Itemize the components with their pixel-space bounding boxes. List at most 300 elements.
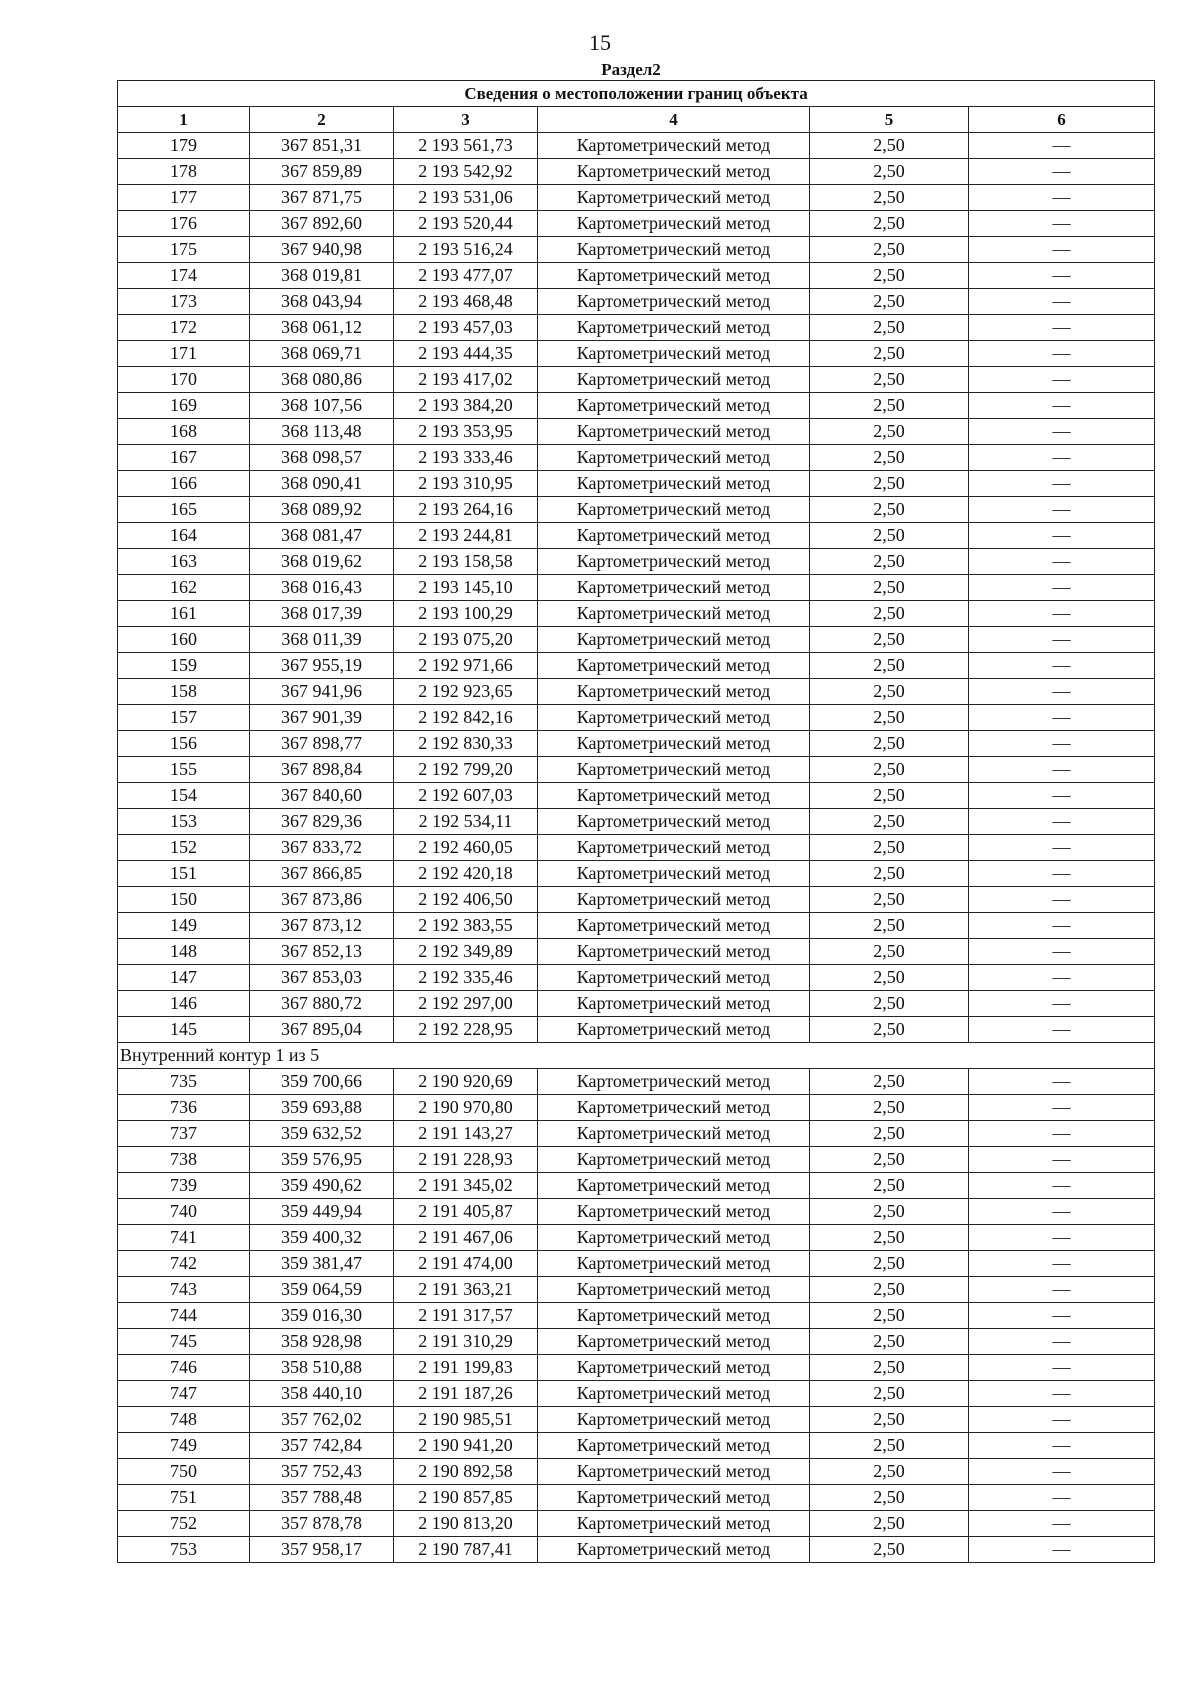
point-number-cell: 157 bbox=[118, 705, 250, 731]
y-coordinate-cell: 2 193 477,07 bbox=[394, 263, 538, 289]
accuracy-cell: 2,50 bbox=[810, 1355, 969, 1381]
accuracy-cell: 2,50 bbox=[810, 627, 969, 653]
description-cell: — bbox=[969, 1069, 1155, 1095]
table-row bbox=[118, 1329, 1155, 1355]
table-row bbox=[118, 1199, 1155, 1225]
x-coordinate-cell: 367 898,77 bbox=[250, 731, 394, 757]
table-row bbox=[118, 497, 1155, 523]
accuracy-cell: 2,50 bbox=[810, 1277, 969, 1303]
description-cell: — bbox=[969, 263, 1155, 289]
accuracy-cell: 2,50 bbox=[810, 1329, 969, 1355]
description-cell: — bbox=[969, 367, 1155, 393]
point-number-cell: 152 bbox=[118, 835, 250, 861]
point-number-cell: 147 bbox=[118, 965, 250, 991]
x-coordinate-cell: 367 833,72 bbox=[250, 835, 394, 861]
y-coordinate-cell: 2 193 100,29 bbox=[394, 601, 538, 627]
table-row bbox=[118, 1485, 1155, 1511]
method-cell: Картометрический метод bbox=[538, 497, 810, 523]
x-coordinate-cell: 368 107,56 bbox=[250, 393, 394, 419]
accuracy-cell: 2,50 bbox=[810, 939, 969, 965]
accuracy-cell: 2,50 bbox=[810, 991, 969, 1017]
description-cell: — bbox=[969, 185, 1155, 211]
method-cell: Картометрический метод bbox=[538, 575, 810, 601]
point-number-cell: 749 bbox=[118, 1433, 250, 1459]
description-cell: — bbox=[969, 341, 1155, 367]
description-cell: — bbox=[969, 1459, 1155, 1485]
accuracy-cell: 2,50 bbox=[810, 211, 969, 237]
table-row bbox=[118, 315, 1155, 341]
method-cell: Картометрический метод bbox=[538, 341, 810, 367]
y-coordinate-cell: 2 191 405,87 bbox=[394, 1199, 538, 1225]
y-coordinate-cell: 2 192 534,11 bbox=[394, 809, 538, 835]
method-cell: Картометрический метод bbox=[538, 1485, 810, 1511]
table-row bbox=[118, 1121, 1155, 1147]
table-row bbox=[118, 575, 1155, 601]
description-cell: — bbox=[969, 1355, 1155, 1381]
point-number-cell: 154 bbox=[118, 783, 250, 809]
method-cell: Картометрический метод bbox=[538, 653, 810, 679]
y-coordinate-cell: 2 191 363,21 bbox=[394, 1277, 538, 1303]
method-cell: Картометрический метод bbox=[538, 887, 810, 913]
point-number-cell: 738 bbox=[118, 1147, 250, 1173]
point-number-cell: 150 bbox=[118, 887, 250, 913]
point-number-cell: 160 bbox=[118, 627, 250, 653]
table-row bbox=[118, 809, 1155, 835]
description-cell: — bbox=[969, 991, 1155, 1017]
x-coordinate-cell: 368 098,57 bbox=[250, 445, 394, 471]
x-coordinate-cell: 367 895,04 bbox=[250, 1017, 394, 1043]
method-cell: Картометрический метод bbox=[538, 1433, 810, 1459]
point-number-cell: 169 bbox=[118, 393, 250, 419]
description-cell: — bbox=[969, 887, 1155, 913]
table-row bbox=[118, 679, 1155, 705]
description-cell: — bbox=[969, 913, 1155, 939]
point-number-cell: 735 bbox=[118, 1069, 250, 1095]
y-coordinate-cell: 2 192 297,00 bbox=[394, 991, 538, 1017]
method-cell: Картометрический метод bbox=[538, 1199, 810, 1225]
description-cell: — bbox=[969, 679, 1155, 705]
x-coordinate-cell: 358 928,98 bbox=[250, 1329, 394, 1355]
x-coordinate-cell: 368 043,94 bbox=[250, 289, 394, 315]
point-number-cell: 171 bbox=[118, 341, 250, 367]
method-cell: Картометрический метод bbox=[538, 861, 810, 887]
y-coordinate-cell: 2 193 353,95 bbox=[394, 419, 538, 445]
accuracy-cell: 2,50 bbox=[810, 367, 969, 393]
table-row bbox=[118, 601, 1155, 627]
accuracy-cell: 2,50 bbox=[810, 1121, 969, 1147]
x-coordinate-cell: 359 016,30 bbox=[250, 1303, 394, 1329]
point-number-cell: 173 bbox=[118, 289, 250, 315]
method-cell: Картометрический метод bbox=[538, 1355, 810, 1381]
y-coordinate-cell: 2 192 830,33 bbox=[394, 731, 538, 757]
x-coordinate-cell: 359 576,95 bbox=[250, 1147, 394, 1173]
accuracy-cell: 2,50 bbox=[810, 237, 969, 263]
point-number-cell: 179 bbox=[118, 133, 250, 159]
description-cell: — bbox=[969, 289, 1155, 315]
accuracy-cell: 2,50 bbox=[810, 159, 969, 185]
y-coordinate-cell: 2 193 333,46 bbox=[394, 445, 538, 471]
column-header: 3 bbox=[394, 107, 538, 133]
table-body bbox=[118, 133, 1155, 1563]
x-coordinate-cell: 368 011,39 bbox=[250, 627, 394, 653]
accuracy-cell: 2,50 bbox=[810, 393, 969, 419]
description-cell: — bbox=[969, 1277, 1155, 1303]
method-cell: Картометрический метод bbox=[538, 1251, 810, 1277]
point-number-cell: 168 bbox=[118, 419, 250, 445]
x-coordinate-cell: 367 866,85 bbox=[250, 861, 394, 887]
y-coordinate-cell: 2 191 143,27 bbox=[394, 1121, 538, 1147]
description-cell: — bbox=[969, 1407, 1155, 1433]
point-number-cell: 175 bbox=[118, 237, 250, 263]
description-cell: — bbox=[969, 237, 1155, 263]
point-number-cell: 753 bbox=[118, 1537, 250, 1563]
table-row bbox=[118, 887, 1155, 913]
table-row bbox=[118, 1355, 1155, 1381]
method-cell: Картометрический метод bbox=[538, 835, 810, 861]
method-cell: Картометрический метод bbox=[538, 783, 810, 809]
accuracy-cell: 2,50 bbox=[810, 1485, 969, 1511]
point-number-cell: 744 bbox=[118, 1303, 250, 1329]
table-row bbox=[118, 1511, 1155, 1537]
accuracy-cell: 2,50 bbox=[810, 1459, 969, 1485]
accuracy-cell: 2,50 bbox=[810, 1069, 969, 1095]
table-row bbox=[118, 341, 1155, 367]
table-row bbox=[118, 1017, 1155, 1043]
description-cell: — bbox=[969, 1329, 1155, 1355]
method-cell: Картометрический метод bbox=[538, 393, 810, 419]
section-label: Раздел2 bbox=[601, 60, 661, 79]
table-row bbox=[118, 1069, 1155, 1095]
table-row bbox=[118, 705, 1155, 731]
x-coordinate-cell: 357 762,02 bbox=[250, 1407, 394, 1433]
point-number-cell: 739 bbox=[118, 1173, 250, 1199]
x-coordinate-cell: 358 440,10 bbox=[250, 1381, 394, 1407]
description-cell: — bbox=[969, 1147, 1155, 1173]
table-row bbox=[118, 237, 1155, 263]
table-row bbox=[118, 1537, 1155, 1563]
accuracy-cell: 2,50 bbox=[810, 913, 969, 939]
description-cell: — bbox=[969, 1511, 1155, 1537]
accuracy-cell: 2,50 bbox=[810, 1095, 969, 1121]
method-cell: Картометрический метод bbox=[538, 1329, 810, 1355]
x-coordinate-cell: 367 873,86 bbox=[250, 887, 394, 913]
y-coordinate-cell: 2 192 460,05 bbox=[394, 835, 538, 861]
method-cell: Картометрический метод bbox=[538, 367, 810, 393]
table-row bbox=[118, 991, 1155, 1017]
description-cell: — bbox=[969, 523, 1155, 549]
description-cell: — bbox=[969, 627, 1155, 653]
method-cell: Картометрический метод bbox=[538, 1303, 810, 1329]
accuracy-cell: 2,50 bbox=[810, 1537, 969, 1563]
x-coordinate-cell: 368 080,86 bbox=[250, 367, 394, 393]
table-row bbox=[118, 653, 1155, 679]
method-cell: Картометрический метод bbox=[538, 1277, 810, 1303]
y-coordinate-cell: 2 193 145,10 bbox=[394, 575, 538, 601]
accuracy-cell: 2,50 bbox=[810, 1407, 969, 1433]
method-cell: Картометрический метод bbox=[538, 263, 810, 289]
x-coordinate-cell: 357 742,84 bbox=[250, 1433, 394, 1459]
description-cell: — bbox=[969, 159, 1155, 185]
y-coordinate-cell: 2 193 516,24 bbox=[394, 237, 538, 263]
method-cell: Картометрический метод bbox=[538, 601, 810, 627]
accuracy-cell: 2,50 bbox=[810, 1199, 969, 1225]
table-row bbox=[118, 185, 1155, 211]
description-cell: — bbox=[969, 1225, 1155, 1251]
description-cell: — bbox=[969, 497, 1155, 523]
accuracy-cell: 2,50 bbox=[810, 1225, 969, 1251]
x-coordinate-cell: 359 381,47 bbox=[250, 1251, 394, 1277]
y-coordinate-cell: 2 193 444,35 bbox=[394, 341, 538, 367]
point-number-cell: 145 bbox=[118, 1017, 250, 1043]
x-coordinate-cell: 367 941,96 bbox=[250, 679, 394, 705]
point-number-cell: 745 bbox=[118, 1329, 250, 1355]
y-coordinate-cell: 2 190 857,85 bbox=[394, 1485, 538, 1511]
point-number-cell: 176 bbox=[118, 211, 250, 237]
table-row bbox=[118, 965, 1155, 991]
point-number-cell: 178 bbox=[118, 159, 250, 185]
description-cell: — bbox=[969, 1173, 1155, 1199]
y-coordinate-cell: 2 191 317,57 bbox=[394, 1303, 538, 1329]
table-row bbox=[118, 471, 1155, 497]
y-coordinate-cell: 2 192 971,66 bbox=[394, 653, 538, 679]
accuracy-cell: 2,50 bbox=[810, 731, 969, 757]
point-number-cell: 162 bbox=[118, 575, 250, 601]
accuracy-cell: 2,50 bbox=[810, 549, 969, 575]
accuracy-cell: 2,50 bbox=[810, 835, 969, 861]
method-cell: Картометрический метод bbox=[538, 445, 810, 471]
page-number: 15 bbox=[589, 30, 611, 55]
y-coordinate-cell: 2 192 228,95 bbox=[394, 1017, 538, 1043]
y-coordinate-cell: 2 193 531,06 bbox=[394, 185, 538, 211]
table-row bbox=[118, 913, 1155, 939]
accuracy-cell: 2,50 bbox=[810, 289, 969, 315]
method-cell: Картометрический метод bbox=[538, 549, 810, 575]
y-coordinate-cell: 2 190 892,58 bbox=[394, 1459, 538, 1485]
x-coordinate-cell: 367 851,31 bbox=[250, 133, 394, 159]
y-coordinate-cell: 2 191 199,83 bbox=[394, 1355, 538, 1381]
column-header: 6 bbox=[969, 107, 1155, 133]
x-coordinate-cell: 368 089,92 bbox=[250, 497, 394, 523]
table-row bbox=[118, 211, 1155, 237]
table-head bbox=[118, 81, 1155, 133]
method-cell: Картометрический метод bbox=[538, 1407, 810, 1433]
accuracy-cell: 2,50 bbox=[810, 341, 969, 367]
description-cell: — bbox=[969, 419, 1155, 445]
column-header: 1 bbox=[118, 107, 250, 133]
y-coordinate-cell: 2 191 228,93 bbox=[394, 1147, 538, 1173]
x-coordinate-cell: 367 852,13 bbox=[250, 939, 394, 965]
point-number-cell: 737 bbox=[118, 1121, 250, 1147]
method-cell: Картометрический метод bbox=[538, 1511, 810, 1537]
column-header-row bbox=[118, 107, 1155, 133]
method-cell: Картометрический метод bbox=[538, 1017, 810, 1043]
y-coordinate-cell: 2 190 970,80 bbox=[394, 1095, 538, 1121]
accuracy-cell: 2,50 bbox=[810, 471, 969, 497]
x-coordinate-cell: 368 069,71 bbox=[250, 341, 394, 367]
table-row bbox=[118, 1277, 1155, 1303]
method-cell: Картометрический метод bbox=[538, 211, 810, 237]
description-cell: — bbox=[969, 315, 1155, 341]
y-coordinate-cell: 2 192 406,50 bbox=[394, 887, 538, 913]
x-coordinate-cell: 368 016,43 bbox=[250, 575, 394, 601]
method-cell: Картометрический метод bbox=[538, 471, 810, 497]
table-row bbox=[118, 939, 1155, 965]
y-coordinate-cell: 2 192 842,16 bbox=[394, 705, 538, 731]
x-coordinate-cell: 367 898,84 bbox=[250, 757, 394, 783]
point-number-cell: 748 bbox=[118, 1407, 250, 1433]
y-coordinate-cell: 2 192 420,18 bbox=[394, 861, 538, 887]
method-cell: Картометрический метод bbox=[538, 289, 810, 315]
point-number-cell: 159 bbox=[118, 653, 250, 679]
point-number-cell: 751 bbox=[118, 1485, 250, 1511]
description-cell: — bbox=[969, 601, 1155, 627]
table-row bbox=[118, 367, 1155, 393]
table-row bbox=[118, 1147, 1155, 1173]
y-coordinate-cell: 2 193 384,20 bbox=[394, 393, 538, 419]
table-row bbox=[118, 159, 1155, 185]
x-coordinate-cell: 357 878,78 bbox=[250, 1511, 394, 1537]
contour-label-row bbox=[118, 1043, 1155, 1069]
point-number-cell: 165 bbox=[118, 497, 250, 523]
x-coordinate-cell: 367 892,60 bbox=[250, 211, 394, 237]
accuracy-cell: 2,50 bbox=[810, 1511, 969, 1537]
y-coordinate-cell: 2 193 561,73 bbox=[394, 133, 538, 159]
accuracy-cell: 2,50 bbox=[810, 185, 969, 211]
point-number-cell: 153 bbox=[118, 809, 250, 835]
method-cell: Картометрический метод bbox=[538, 1537, 810, 1563]
accuracy-cell: 2,50 bbox=[810, 1433, 969, 1459]
method-cell: Картометрический метод bbox=[538, 757, 810, 783]
description-cell: — bbox=[969, 133, 1155, 159]
accuracy-cell: 2,50 bbox=[810, 445, 969, 471]
method-cell: Картометрический метод bbox=[538, 1121, 810, 1147]
x-coordinate-cell: 367 829,36 bbox=[250, 809, 394, 835]
accuracy-cell: 2,50 bbox=[810, 679, 969, 705]
method-cell: Картометрический метод bbox=[538, 679, 810, 705]
y-coordinate-cell: 2 193 244,81 bbox=[394, 523, 538, 549]
point-number-cell: 151 bbox=[118, 861, 250, 887]
accuracy-cell: 2,50 bbox=[810, 1147, 969, 1173]
column-header: 4 bbox=[538, 107, 810, 133]
x-coordinate-cell: 359 700,66 bbox=[250, 1069, 394, 1095]
x-coordinate-cell: 368 019,62 bbox=[250, 549, 394, 575]
accuracy-cell: 2,50 bbox=[810, 133, 969, 159]
x-coordinate-cell: 367 880,72 bbox=[250, 991, 394, 1017]
x-coordinate-cell: 368 090,41 bbox=[250, 471, 394, 497]
y-coordinate-cell: 2 191 345,02 bbox=[394, 1173, 538, 1199]
y-coordinate-cell: 2 192 335,46 bbox=[394, 965, 538, 991]
description-cell: — bbox=[969, 1303, 1155, 1329]
y-coordinate-cell: 2 190 941,20 bbox=[394, 1433, 538, 1459]
accuracy-cell: 2,50 bbox=[810, 419, 969, 445]
table-row bbox=[118, 1433, 1155, 1459]
point-number-cell: 155 bbox=[118, 757, 250, 783]
description-cell: — bbox=[969, 393, 1155, 419]
table-row bbox=[118, 1303, 1155, 1329]
method-cell: Картометрический метод bbox=[538, 133, 810, 159]
point-number-cell: 164 bbox=[118, 523, 250, 549]
point-number-cell: 742 bbox=[118, 1251, 250, 1277]
accuracy-cell: 2,50 bbox=[810, 757, 969, 783]
y-coordinate-cell: 2 192 383,55 bbox=[394, 913, 538, 939]
table-row bbox=[118, 289, 1155, 315]
description-cell: — bbox=[969, 1095, 1155, 1121]
y-coordinate-cell: 2 193 417,02 bbox=[394, 367, 538, 393]
description-cell: — bbox=[969, 809, 1155, 835]
point-number-cell: 741 bbox=[118, 1225, 250, 1251]
description-cell: — bbox=[969, 731, 1155, 757]
y-coordinate-cell: 2 190 787,41 bbox=[394, 1537, 538, 1563]
table-row bbox=[118, 445, 1155, 471]
x-coordinate-cell: 368 061,12 bbox=[250, 315, 394, 341]
table-row bbox=[118, 1225, 1155, 1251]
point-number-cell: 163 bbox=[118, 549, 250, 575]
x-coordinate-cell: 367 853,03 bbox=[250, 965, 394, 991]
method-cell: Картометрический метод bbox=[538, 809, 810, 835]
description-cell: — bbox=[969, 1433, 1155, 1459]
point-number-cell: 172 bbox=[118, 315, 250, 341]
method-cell: Картометрический метод bbox=[538, 1095, 810, 1121]
x-coordinate-cell: 359 693,88 bbox=[250, 1095, 394, 1121]
description-cell: — bbox=[969, 835, 1155, 861]
table-row bbox=[118, 549, 1155, 575]
method-cell: Картометрический метод bbox=[538, 1147, 810, 1173]
table-title-row bbox=[118, 81, 1155, 107]
x-coordinate-cell: 368 017,39 bbox=[250, 601, 394, 627]
y-coordinate-cell: 2 190 813,20 bbox=[394, 1511, 538, 1537]
table-row bbox=[118, 627, 1155, 653]
column-header: 2 bbox=[250, 107, 394, 133]
method-cell: Картометрический метод bbox=[538, 965, 810, 991]
description-cell: — bbox=[969, 1485, 1155, 1511]
description-cell: — bbox=[969, 575, 1155, 601]
accuracy-cell: 2,50 bbox=[810, 1173, 969, 1199]
method-cell: Картометрический метод bbox=[538, 1173, 810, 1199]
x-coordinate-cell: 367 940,98 bbox=[250, 237, 394, 263]
method-cell: Картометрический метод bbox=[538, 237, 810, 263]
y-coordinate-cell: 2 193 520,44 bbox=[394, 211, 538, 237]
point-number-cell: 752 bbox=[118, 1511, 250, 1537]
contour-label: Внутренний контур 1 из 5 bbox=[118, 1043, 1155, 1069]
method-cell: Картометрический метод bbox=[538, 185, 810, 211]
x-coordinate-cell: 367 871,75 bbox=[250, 185, 394, 211]
description-cell: — bbox=[969, 705, 1155, 731]
table-row bbox=[118, 731, 1155, 757]
method-cell: Картометрический метод bbox=[538, 159, 810, 185]
method-cell: Картометрический метод bbox=[538, 913, 810, 939]
point-number-cell: 161 bbox=[118, 601, 250, 627]
description-cell: — bbox=[969, 1017, 1155, 1043]
accuracy-cell: 2,50 bbox=[810, 965, 969, 991]
accuracy-cell: 2,50 bbox=[810, 887, 969, 913]
accuracy-cell: 2,50 bbox=[810, 1251, 969, 1277]
point-number-cell: 177 bbox=[118, 185, 250, 211]
method-cell: Картометрический метод bbox=[538, 1381, 810, 1407]
point-number-cell: 166 bbox=[118, 471, 250, 497]
accuracy-cell: 2,50 bbox=[810, 1303, 969, 1329]
description-cell: — bbox=[969, 211, 1155, 237]
y-coordinate-cell: 2 193 468,48 bbox=[394, 289, 538, 315]
y-coordinate-cell: 2 193 542,92 bbox=[394, 159, 538, 185]
table-title: Сведения о местоположении границ объекта bbox=[118, 81, 1155, 107]
description-cell: — bbox=[969, 471, 1155, 497]
description-cell: — bbox=[969, 965, 1155, 991]
x-coordinate-cell: 357 958,17 bbox=[250, 1537, 394, 1563]
accuracy-cell: 2,50 bbox=[810, 705, 969, 731]
x-coordinate-cell: 357 788,48 bbox=[250, 1485, 394, 1511]
description-cell: — bbox=[969, 1381, 1155, 1407]
description-cell: — bbox=[969, 549, 1155, 575]
